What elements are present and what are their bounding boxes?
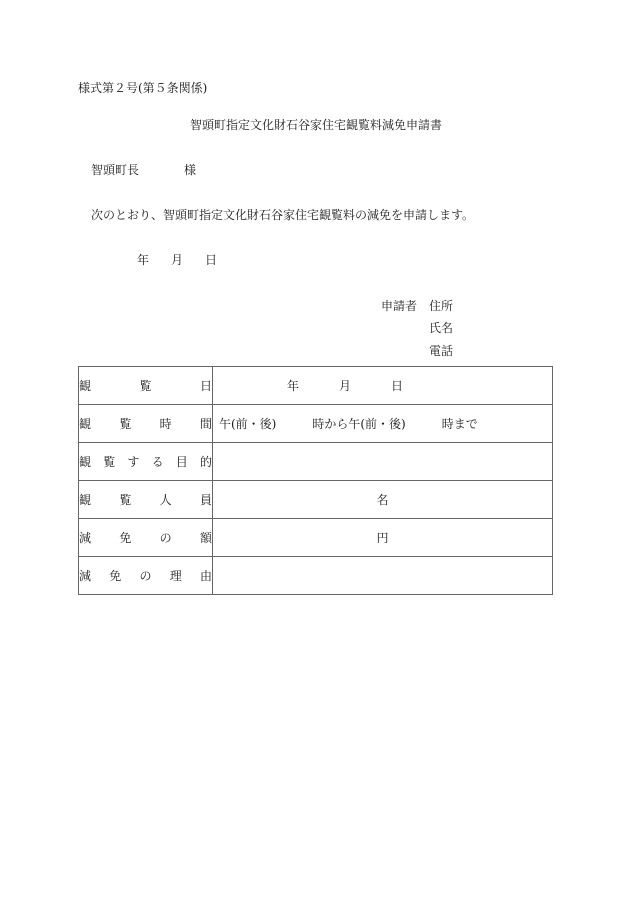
row-label: 観 覧 す る 目 的 [79, 443, 213, 481]
row-label: 減 免 の 理 由 [79, 557, 213, 595]
table-row-viewing-date [79, 367, 553, 405]
applicant-name-label: 氏名 [429, 321, 454, 335]
addressee-name: 智頭町長 [91, 163, 140, 177]
date-month-label: 月 [171, 253, 184, 267]
application-date [137, 254, 217, 266]
applicant-phone-label: 電話 [429, 344, 454, 358]
row-label: 観 覧 人 員 [79, 481, 213, 519]
viewing-purpose-field[interactable] [213, 443, 553, 481]
intro-text: 次のとおり、智頭町指定文化財石谷家住宅観覧料の減免を申請します。 [91, 208, 475, 222]
viewing-date-field[interactable]: 年 月 日 [213, 367, 553, 405]
document-title: 智頭町指定文化財石谷家住宅観覧料減免申請書 [190, 118, 443, 132]
reduction-reason-field[interactable] [213, 557, 553, 595]
addressee [91, 164, 196, 176]
form-number: 様式第２号(第５条関係) [78, 81, 208, 95]
table-row-visitor-count [79, 481, 553, 519]
viewing-time-field[interactable]: 午(前・後) 時から午(前・後) 時まで [213, 405, 553, 443]
row-label: 減 免 の 額 [79, 519, 213, 557]
table-row-reduction-reason [79, 557, 553, 595]
table-row-viewing-purpose [79, 443, 553, 481]
row-label: 観 覧 日 [79, 367, 213, 405]
unit-yen: 円 [376, 531, 389, 545]
unit-people: 名 [376, 493, 389, 507]
date-day-label: 日 [205, 253, 218, 267]
visitor-count-field[interactable] [213, 481, 553, 519]
table-row-reduction-amount [79, 519, 553, 557]
addressee-honorific: 様 [184, 163, 197, 177]
table-row-viewing-time [79, 405, 553, 443]
row-label: 観 覧 時 間 [79, 405, 213, 443]
applicant-label: 申請者 [381, 299, 418, 313]
reduction-amount-field[interactable] [213, 519, 553, 557]
application-form-table [78, 366, 553, 595]
applicant-address-label: 住所 [429, 299, 454, 313]
date-year-label: 年 [137, 253, 150, 267]
